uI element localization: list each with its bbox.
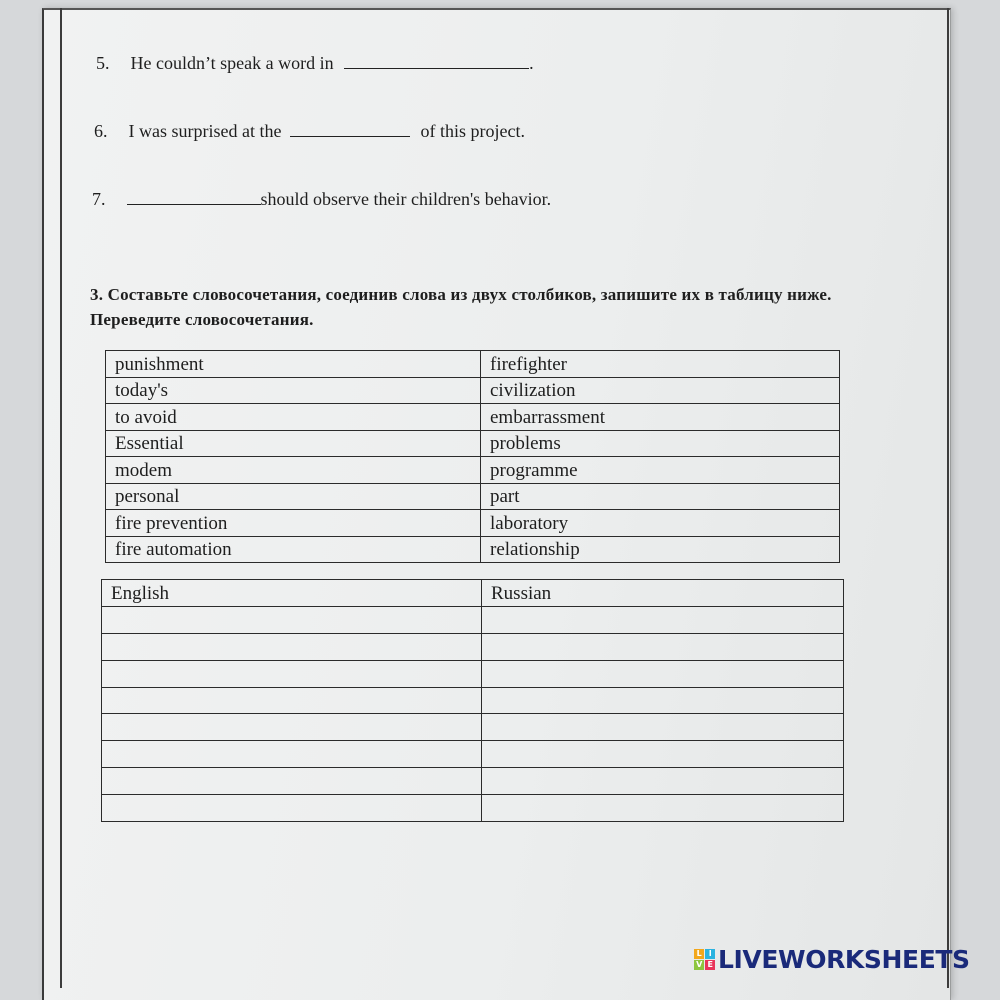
russian-answer-cell[interactable]	[482, 741, 844, 768]
question-number: 6.	[94, 121, 108, 141]
left-column-word: Essential	[106, 430, 481, 457]
logo-letter: E	[705, 960, 715, 970]
logo-letter: L	[694, 949, 704, 959]
question-text-before: He couldn’t speak a word in	[130, 53, 334, 73]
english-answer-cell[interactable]	[102, 660, 482, 687]
russian-answer-cell[interactable]	[482, 687, 844, 714]
answer-row	[102, 714, 844, 741]
left-column-word: personal	[106, 483, 481, 510]
right-column-word: part	[481, 483, 840, 510]
question-number: 5.	[96, 53, 110, 73]
left-column-word: to avoid	[106, 404, 481, 431]
answer-row	[102, 795, 844, 822]
question-5	[96, 52, 534, 74]
english-answer-cell[interactable]	[102, 606, 482, 633]
question-text-after: should observe their children's behavior.	[260, 189, 552, 209]
answer-table	[101, 579, 844, 822]
right-column-word: firefighter	[481, 351, 840, 378]
question-6	[94, 120, 525, 142]
answer-row	[102, 633, 844, 660]
word-pair-row	[106, 351, 840, 378]
question-text-after: of this project.	[420, 121, 525, 141]
right-column-word: laboratory	[481, 510, 840, 537]
left-column-word: fire automation	[106, 536, 481, 563]
liveworksheets-icon	[694, 949, 715, 970]
english-answer-cell[interactable]	[102, 768, 482, 795]
answer-row	[102, 606, 844, 633]
answer-row	[102, 660, 844, 687]
question-text-after: .	[529, 53, 534, 73]
task-3-instructions: 3. Составьте словосочетания, соединив слова из двух столбиков, запишите их в таблицу ниже. Переведите словосочетания.	[90, 285, 832, 329]
answer-row	[102, 741, 844, 768]
english-answer-cell[interactable]	[102, 795, 482, 822]
right-column-word: programme	[481, 457, 840, 484]
right-column-word: problems	[481, 430, 840, 457]
right-column-word: relationship	[481, 536, 840, 563]
question-number: 7.	[92, 189, 106, 209]
left-column-word: punishment	[106, 351, 481, 378]
russian-answer-cell[interactable]	[482, 714, 844, 741]
left-column-word: today's	[106, 377, 481, 404]
answer-blank[interactable]	[290, 120, 410, 137]
word-pair-row	[106, 483, 840, 510]
header-russian: Russian	[482, 580, 844, 607]
left-column-word: fire prevention	[106, 510, 481, 537]
english-answer-cell[interactable]	[102, 687, 482, 714]
english-answer-cell[interactable]	[102, 741, 482, 768]
question-7	[92, 188, 551, 210]
russian-answer-cell[interactable]	[482, 768, 844, 795]
english-answer-cell[interactable]	[102, 633, 482, 660]
left-column-word: modem	[106, 457, 481, 484]
russian-answer-cell[interactable]	[482, 795, 844, 822]
header-english: English	[102, 580, 482, 607]
word-columns-table	[105, 350, 840, 563]
word-pair-row	[106, 377, 840, 404]
answer-blank[interactable]	[127, 188, 261, 205]
word-pair-row	[106, 510, 840, 537]
liveworksheets-logo	[694, 945, 970, 974]
logo-letter: I	[705, 949, 715, 959]
word-pair-row	[106, 457, 840, 484]
answer-table-header	[102, 580, 844, 607]
russian-answer-cell[interactable]	[482, 606, 844, 633]
word-pair-row	[106, 536, 840, 563]
question-text-before: I was surprised at the	[128, 121, 282, 141]
logo-text: LIVEWORKSHEETS	[718, 945, 970, 974]
right-column-word: embarrassment	[481, 404, 840, 431]
answer-blank[interactable]	[344, 52, 529, 69]
word-pair-row	[106, 404, 840, 431]
word-pair-row	[106, 430, 840, 457]
right-column-word: civilization	[481, 377, 840, 404]
english-answer-cell[interactable]	[102, 714, 482, 741]
russian-answer-cell[interactable]	[482, 633, 844, 660]
russian-answer-cell[interactable]	[482, 660, 844, 687]
answer-row	[102, 768, 844, 795]
answer-row	[102, 687, 844, 714]
logo-letter: V	[694, 960, 704, 970]
